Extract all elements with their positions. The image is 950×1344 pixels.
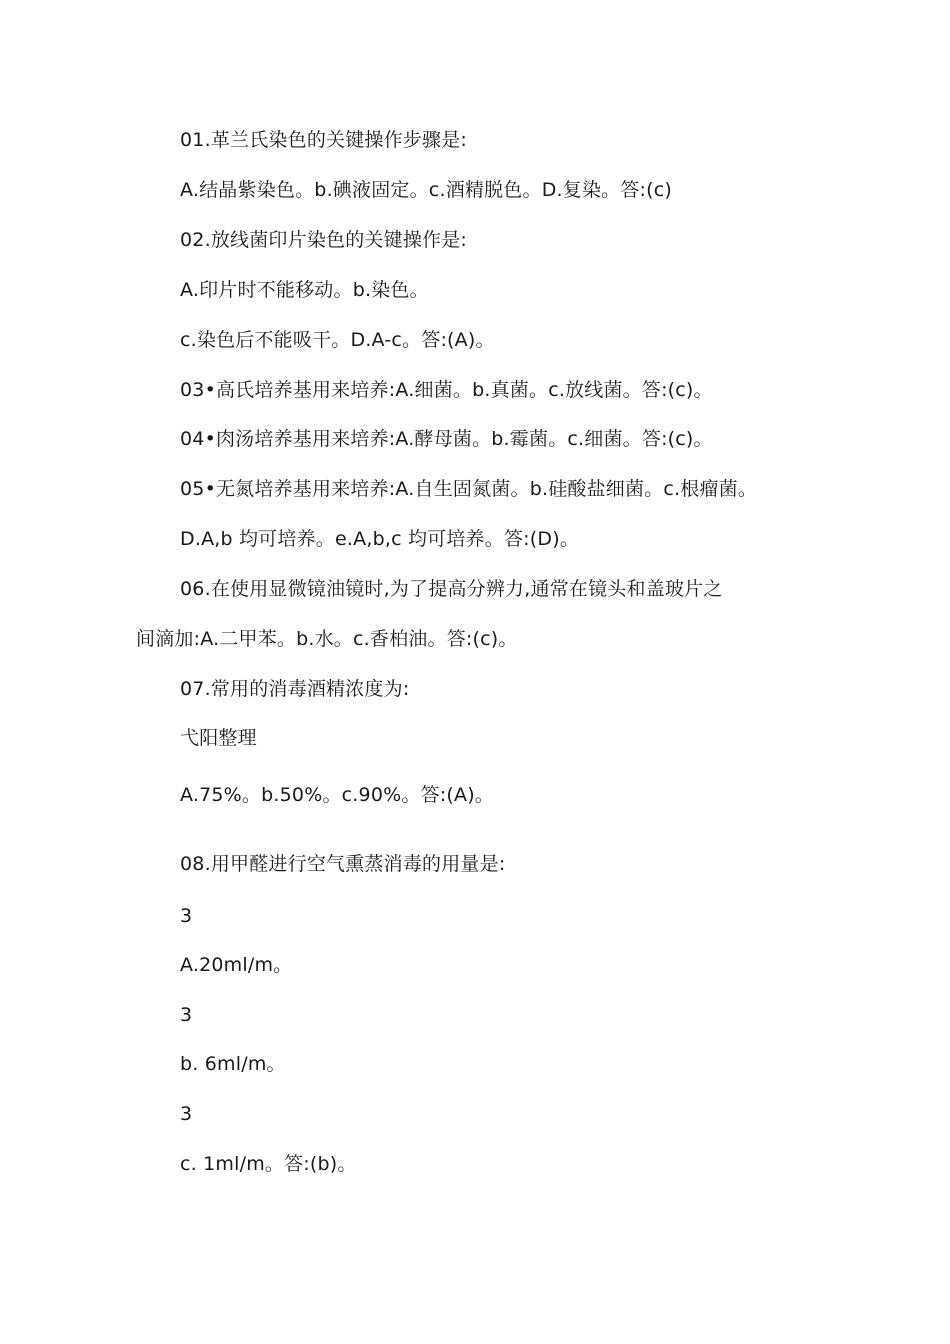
question-03: 03•高氏培养基用来培养:A.细菌。b.真菌。c.放线菌。答:(c)。 [180, 379, 713, 401]
watermark-note: 弋阳整理 [180, 727, 257, 749]
question-07: 07.常用的消毒酒精浓度为: [180, 678, 410, 700]
question-01: 01.革兰氏染色的关键操作步骤是: [180, 129, 468, 151]
superscript-3-c: 3 [180, 1103, 193, 1125]
options-05: D.A,b 均可培养。e.A,b,c 均可培养。答:(D)。 [180, 528, 580, 550]
question-06-continued: 间滴加:A.二甲苯。b.水。c.香柏油。答:(c)。 [136, 628, 518, 650]
question-08: 08.用甲醛进行空气熏蒸消毒的用量是: [180, 853, 506, 875]
options-02-b: c.染色后不能吸干。D.A-c。答:(A)。 [180, 329, 495, 351]
question-02: 02.放线菌印片染色的关键操作是: [180, 229, 468, 251]
question-06: 06.在使用显微镜油镜时,为了提高分辨力,通常在镜头和盖玻片之 [180, 578, 723, 600]
options-02-a: A.印片时不能移动。b.染色。 [180, 279, 429, 301]
answer-01: A.结晶紫染色。b.碘液固定。c.酒精脱色。D.复染。答:(c) [180, 179, 673, 201]
question-05: 05•无氮培养基用来培养:A.自生固氮菌。b.硅酸盐细菌。c.根瘤菌。 [180, 478, 758, 500]
superscript-3-b: 3 [180, 1004, 193, 1026]
superscript-3-a: 3 [180, 905, 193, 927]
option-08-c: c. 1ml/m。答:(b)。 [180, 1153, 357, 1175]
option-08-b: b. 6ml/m。 [180, 1053, 286, 1075]
option-08-a: A.20ml/m。 [180, 954, 293, 976]
question-04: 04•肉汤培养基用来培养:A.酵母菌。b.霉菌。c.细菌。答:(c)。 [180, 428, 713, 450]
options-07: A.75%。b.50%。c.90%。答:(A)。 [180, 784, 495, 806]
